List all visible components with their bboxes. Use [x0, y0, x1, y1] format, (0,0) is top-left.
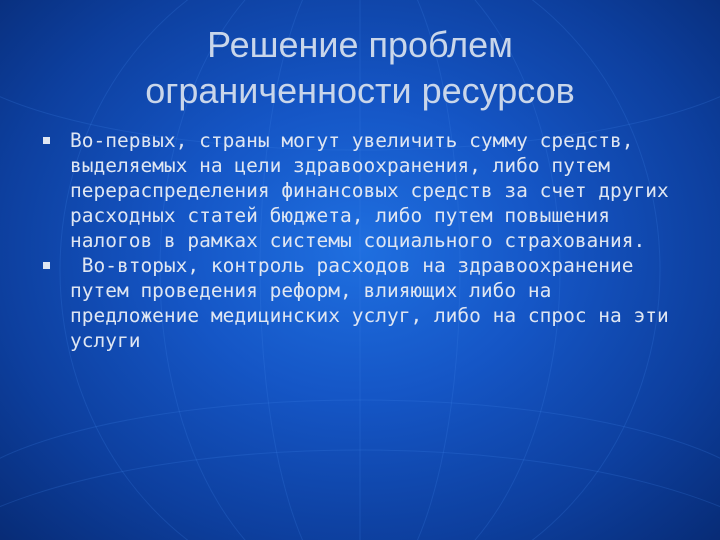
bullet-text: Во-первых, страны могут увеличить сумму средств, выделяемых на цели здравоохранения, либо путем перераспределения финансовых средств за счет других расходных статей бюджета, либо путем повышения налогов в рамках системы социального страхования.: [70, 129, 669, 252]
slide-title-line-2: ограниченности ресурсов: [145, 70, 575, 111]
list-item: [42, 128, 682, 253]
list-item: [42, 253, 682, 353]
bullet-list: [42, 128, 682, 353]
slide-title: [60, 22, 660, 114]
slide-title-line-1: Решение проблем: [207, 24, 513, 65]
square-bullet-icon: [43, 262, 50, 269]
square-bullet-icon: [43, 137, 50, 144]
bullet-text: Во-вторых, контроль расходов на здравоохранение путем проведения реформ, влияющих либо на предложение медицинских услуг, либо на спрос на эти услуги: [70, 254, 681, 352]
